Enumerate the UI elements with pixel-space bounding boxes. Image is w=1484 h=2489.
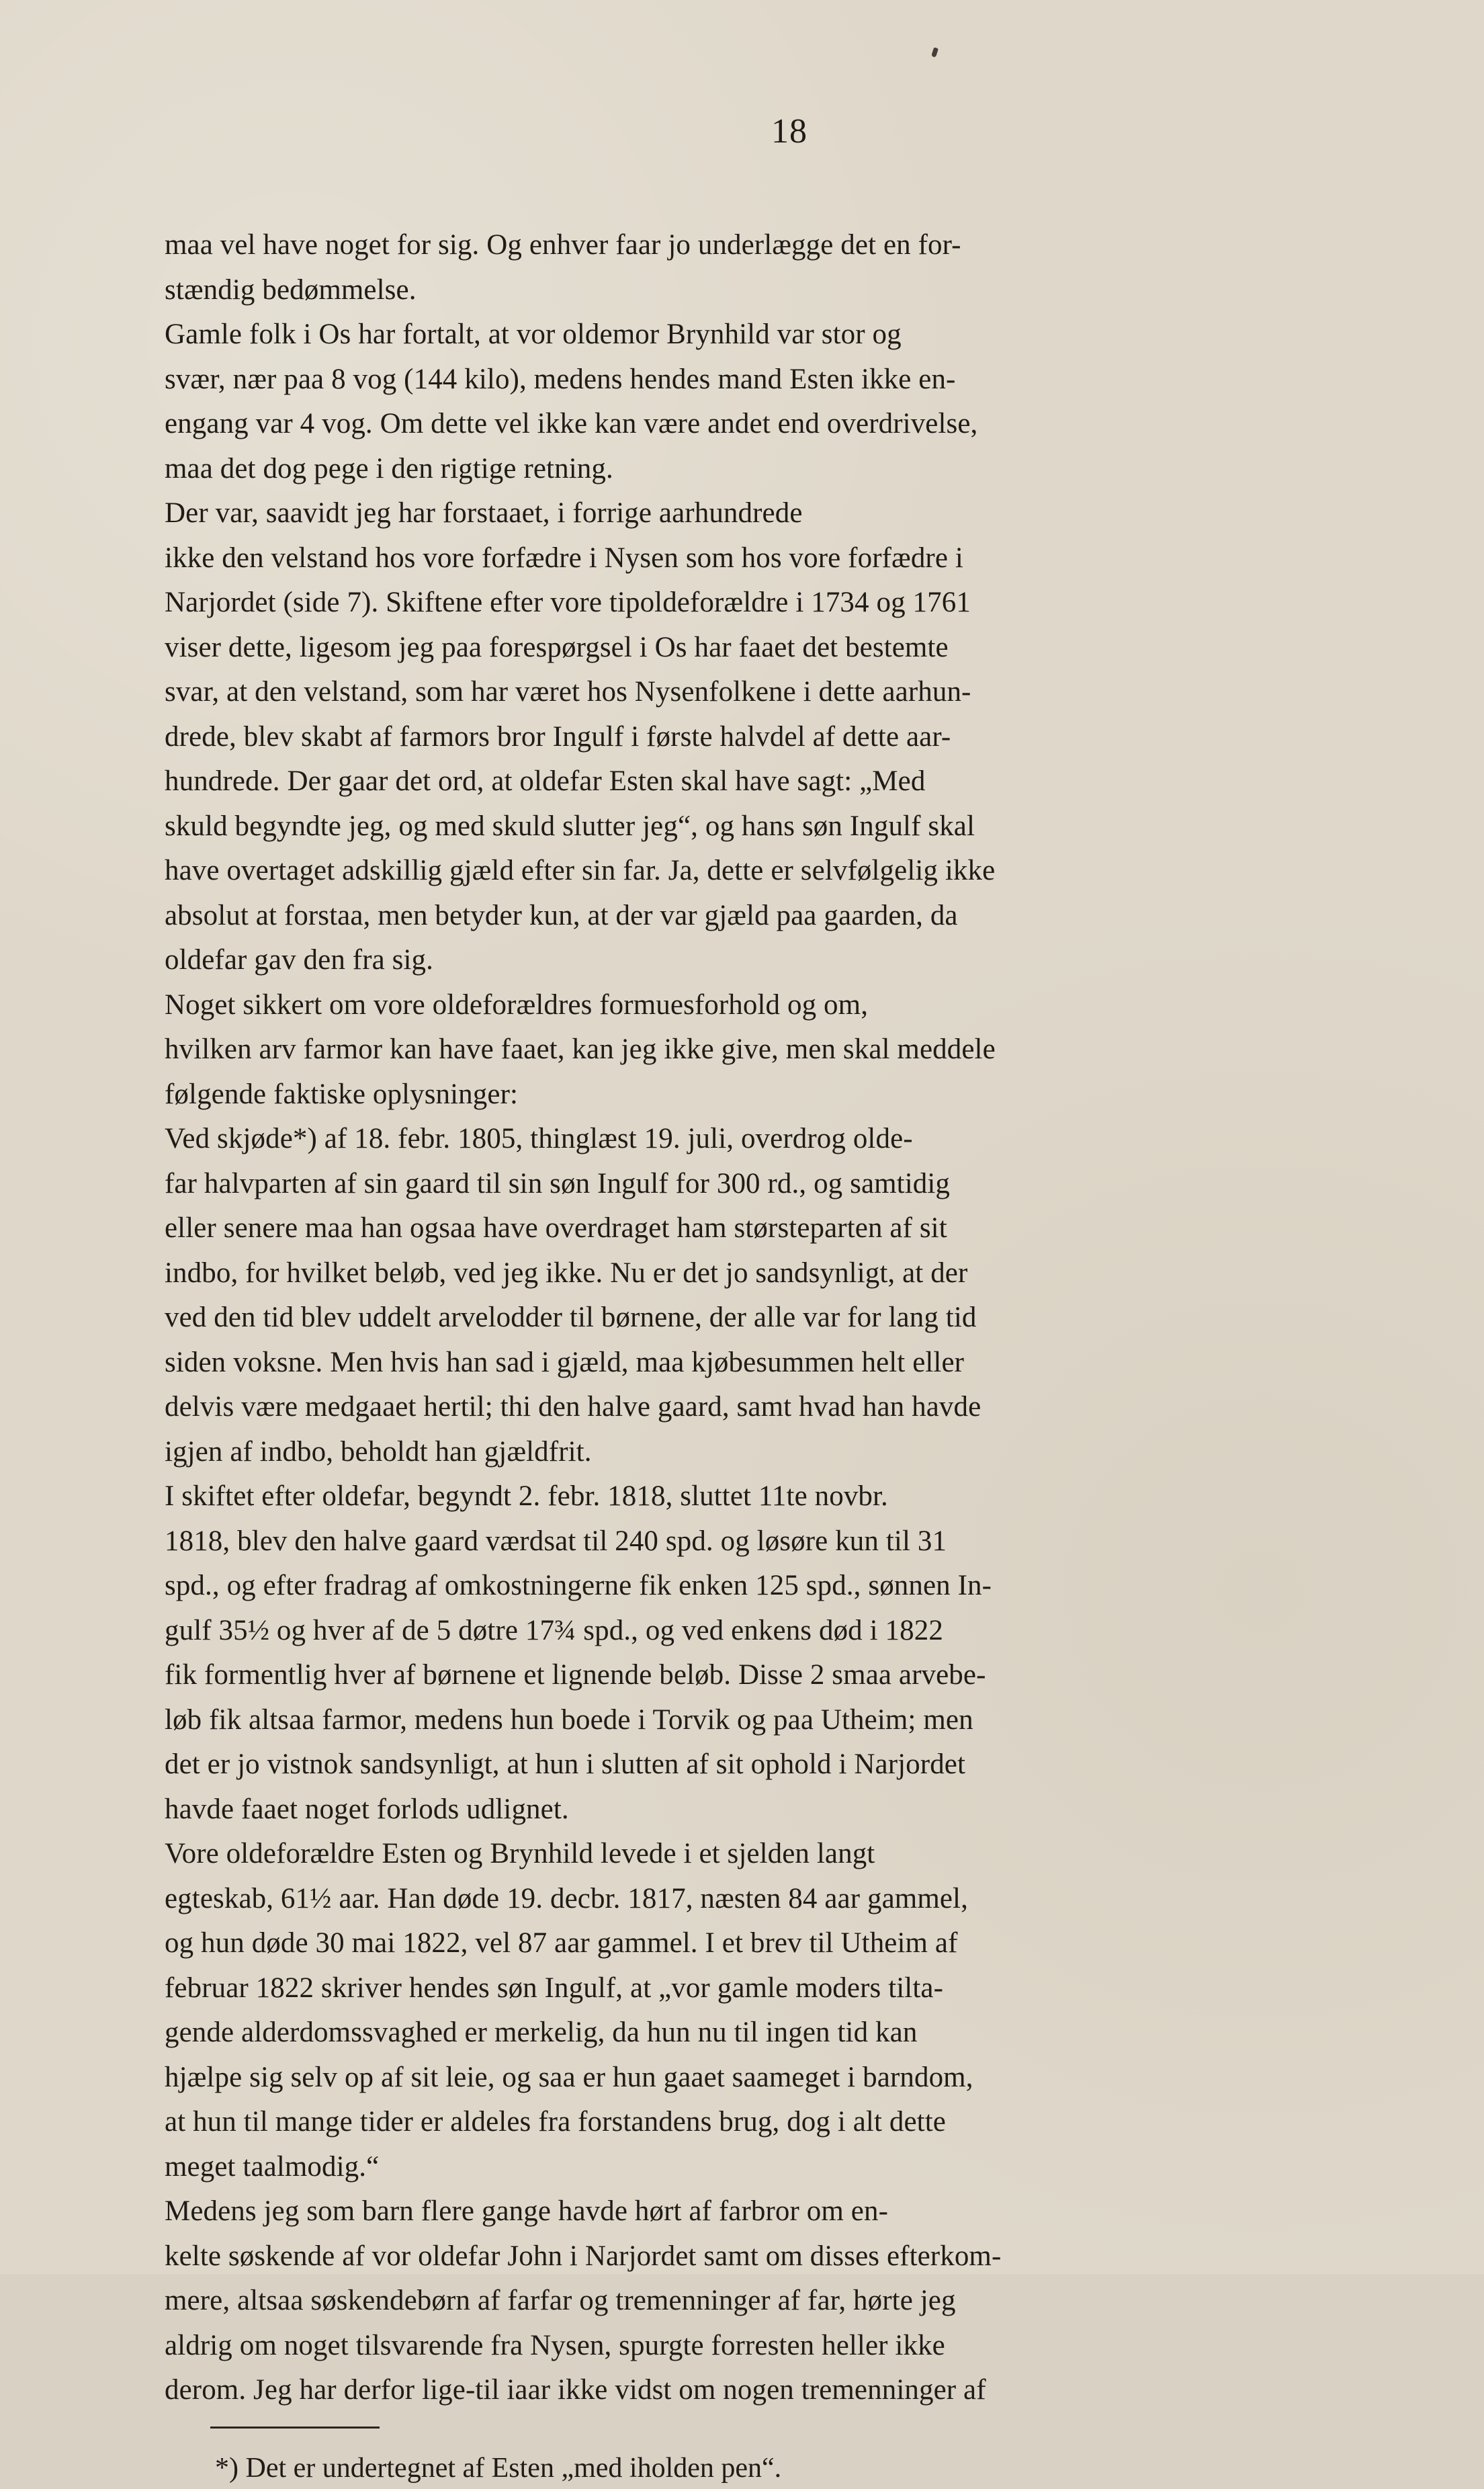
paragraph: Ved skjøde*) af 18. febr. 1805, thinglæst 19. juli, overdrog olde- far halvparten af sin gaard til sin søn Ingulf for 300 rd., og samtidig eller senere maa han ogsaa have overdraget ham størsteparten af sit indbo, for hvilket beløb, ved jeg ikke. Nu er det jo sandsynligt, at der ved den tid blev uddelt arvelodder til børnene, der alle var for lang tid siden voksne. Men hvis han sad i gjæld, maa kjøbesummen helt eller delvis være medgaaet hertil; thi den halve gaard, samt hvad han havde igjen af indbo, beholdt han gjældfrit. xyxy=(165,1123,981,1468)
paragraph: maa vel have noget for sig. Og enhver faar jo underlægge det en for- stændig bedømmelse. xyxy=(165,229,961,306)
paragraph: Noget sikkert om vore oldeforældres formuesforhold og om, hvilken arv farmor kan have faaet, kan jeg ikke give, men skal meddele følgende faktiske oplysninger: xyxy=(165,988,996,1110)
body-text xyxy=(165,223,1414,2413)
paragraph: Der var, saavidt jeg har forstaaet, i forrige aarhundrede ikke den velstand hos vore forfædre i Nysen som hos vore forfædre i Narjordet (side 7). Skiftene efter vore tipoldeforældre i 1734 og 1761 viser dette, ligesom jeg paa forespørgsel i Os har faaet det bestemte svar, at den velstand, som har været hos Nysenfolkene i dette aarhun- drede, blev skabt af farmors bror Ingulf i første halvdel af dette aar- hundrede. Der gaar det ord, at oldefar Esten skal have sagt: „Med skuld begyndte jeg, og med skuld slutter jeg“, og hans søn Ingulf skal have overtaget adskillig gjæld efter sin far. Ja, dette er selvfølgelig ikke absolut at forstaa, men betyder kun, at der var gjæld paa gaarden, da oldefar gav den fra sig. xyxy=(165,497,996,976)
footnote: *) Det er undertegnet af Esten „med iholden pen“. xyxy=(215,2452,782,2484)
paragraph: Medens jeg som barn flere gange havde hørt af farbror om en- kelte søskende af vor oldefar John i Narjordet samt om disses efterkom- mere, altsaa søskendebørn af farfar og tremenninger af far, hørte jeg aldrig om noget tilsvarende fra Nysen, spurgte forresten heller ikke derom. Jeg har derfor lige-til iaar ikke vidst om nogen tremenninger af xyxy=(165,2195,1002,2406)
paragraph: Gamle folk i Os har fortalt, at vor oldemor Brynhild var stor og svær, nær paa 8 vog (144 kilo), medens hendes mand Esten ikke en- engang var 4 vog. Om dette vel ikke kan være andet end overdrivelse, maa det dog pege i den rigtige retning. xyxy=(165,319,978,484)
ink-speck xyxy=(931,47,939,57)
paragraph: I skiftet efter oldefar, begyndt 2. febr. 1818, sluttet 11te novbr. 1818, blev den halve gaard værdsat til 240 spd. og løsøre kun til 31 spd., og efter fradrag af omkostningerne fik enken 125 spd., sønnen In- gulf 35½ og hver af de 5 døtre 17¾ spd., og ved enkens død i 1822 fik formentlig hver af børnene et lignende beløb. Disse 2 smaa arvebe- løb fik altsaa farmor, medens hun boede i Torvik og paa Utheim; men det er jo vistnok sandsynligt, at hun i slutten af sit ophold i Narjordet havde faaet noget forlods udlignet. xyxy=(165,1480,992,1825)
page-number: 18 xyxy=(771,112,808,151)
page-content xyxy=(165,112,1414,2484)
footnote-divider xyxy=(210,2427,380,2429)
paragraph: Vore oldeforældre Esten og Brynhild levede i et sjelden langt egteskab, 61½ aar. Han døde 19. decbr. 1817, næsten 84 aar gammel, og hun døde 30 mai 1822, vel 87 aar gammel. I et brev til Utheim af februar 1822 skriver hendes søn Ingulf, at „vor gamle moders tilta- gende alderdomssvaghed er merkelig, da hun nu til ingen tid kan hjælpe sig selv op af sit leie, og saa er hun gaaet saameget i barndom, at hun til mange tider er aldeles fra forstandens brug, dog i alt dette meget taalmodig.“ xyxy=(165,1838,973,2183)
